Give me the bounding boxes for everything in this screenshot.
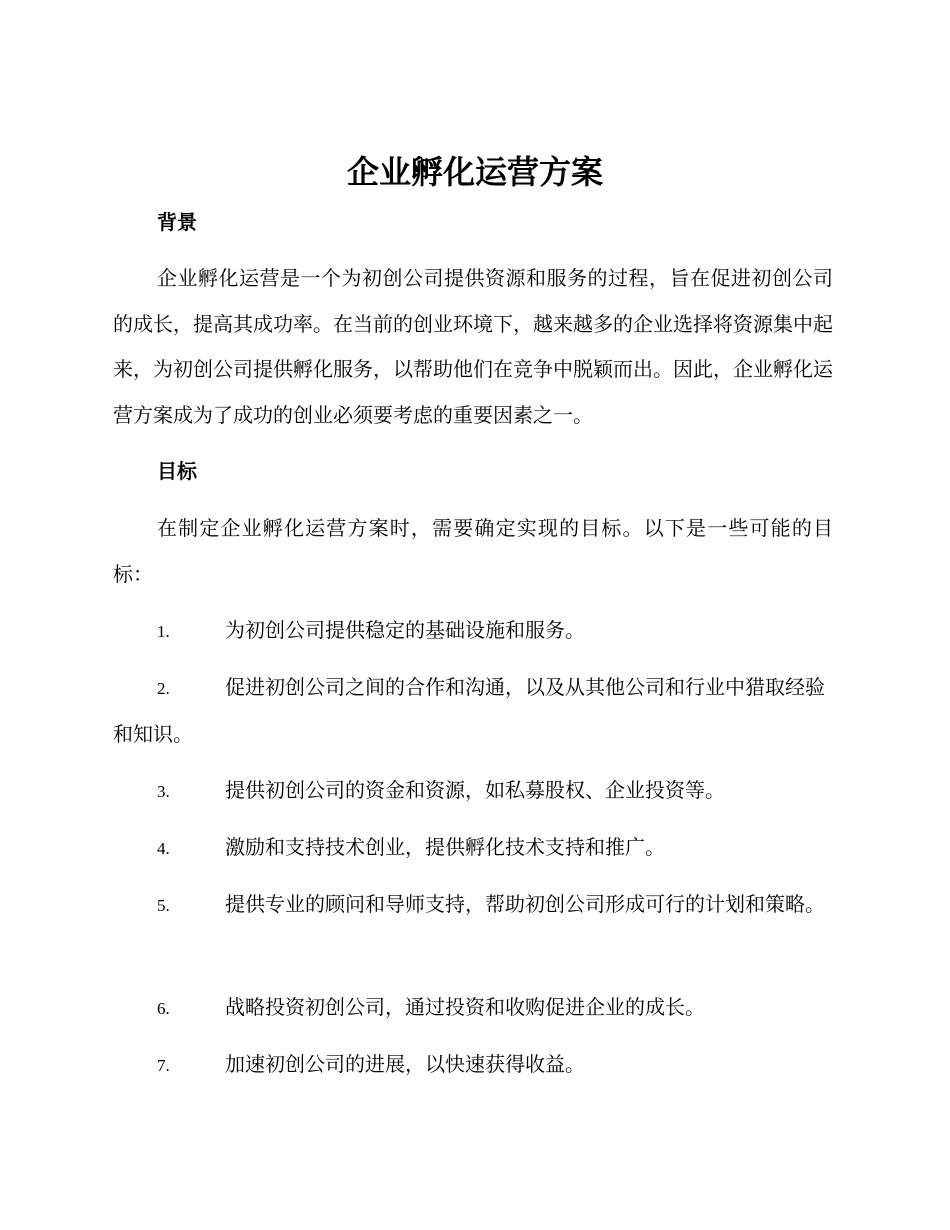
goal-list-item: [113, 825, 833, 872]
list-item-text: 为初创公司提供稳定的基础设施和服务。: [225, 618, 585, 642]
goal-list-item: [113, 882, 833, 929]
goal-list-item: [113, 1042, 833, 1089]
list-item-number: 2.: [157, 679, 170, 698]
section-heading-background: 背景: [157, 210, 197, 234]
goal-list-item: [113, 768, 833, 815]
list-item-text: 激励和支持技术创业，提供孵化技术支持和推广。: [225, 835, 665, 859]
list-item-number: 6.: [157, 999, 170, 1018]
list-item-text: 促进初创公司之间的合作和沟通，以及从其他公司和行业中猎取经验和知识。: [113, 675, 825, 746]
list-item-number: 5.: [157, 896, 170, 915]
list-item-number: 1.: [157, 622, 170, 641]
list-item-number: 4.: [157, 839, 170, 858]
document-title: 企业孵化运营方案: [346, 153, 603, 191]
goal-list-item: [113, 985, 833, 1032]
goal-list-item: [113, 608, 833, 655]
goal-list-item: [113, 665, 833, 757]
background-paragraph: 企业孵化运营是一个为初创公司提供资源和服务的过程，旨在促进初创公司的成长，提高其成功率。在当前的创业环境下，越来越多的企业选择将资源集中起来，为初创公司提供孵化服务，以帮助他们在竞争中脱颖而出。因此，企业孵化运营方案成为了成功的创业必须要考虑的重要因素之一。: [113, 266, 833, 427]
list-item-text: 提供初创公司的资金和资源，如私募股权、企业投资等。: [225, 778, 725, 802]
list-item-text: 提供专业的顾问和导师支持，帮助初创公司形成可行的计划和策略。: [225, 892, 825, 916]
list-item-text: 战略投资初创公司，通过投资和收购促进企业的成长。: [225, 995, 705, 1019]
list-item-number: 7.: [157, 1056, 170, 1075]
goals-intro-paragraph: 在制定企业孵化运营方案时，需要确定实现的目标。以下是一些可能的目标：: [113, 516, 833, 586]
section-heading-goals: 目标: [157, 459, 197, 483]
list-item-number: 3.: [157, 782, 170, 801]
list-item-text: 加速初创公司的进展，以快速获得收益。: [225, 1052, 585, 1076]
